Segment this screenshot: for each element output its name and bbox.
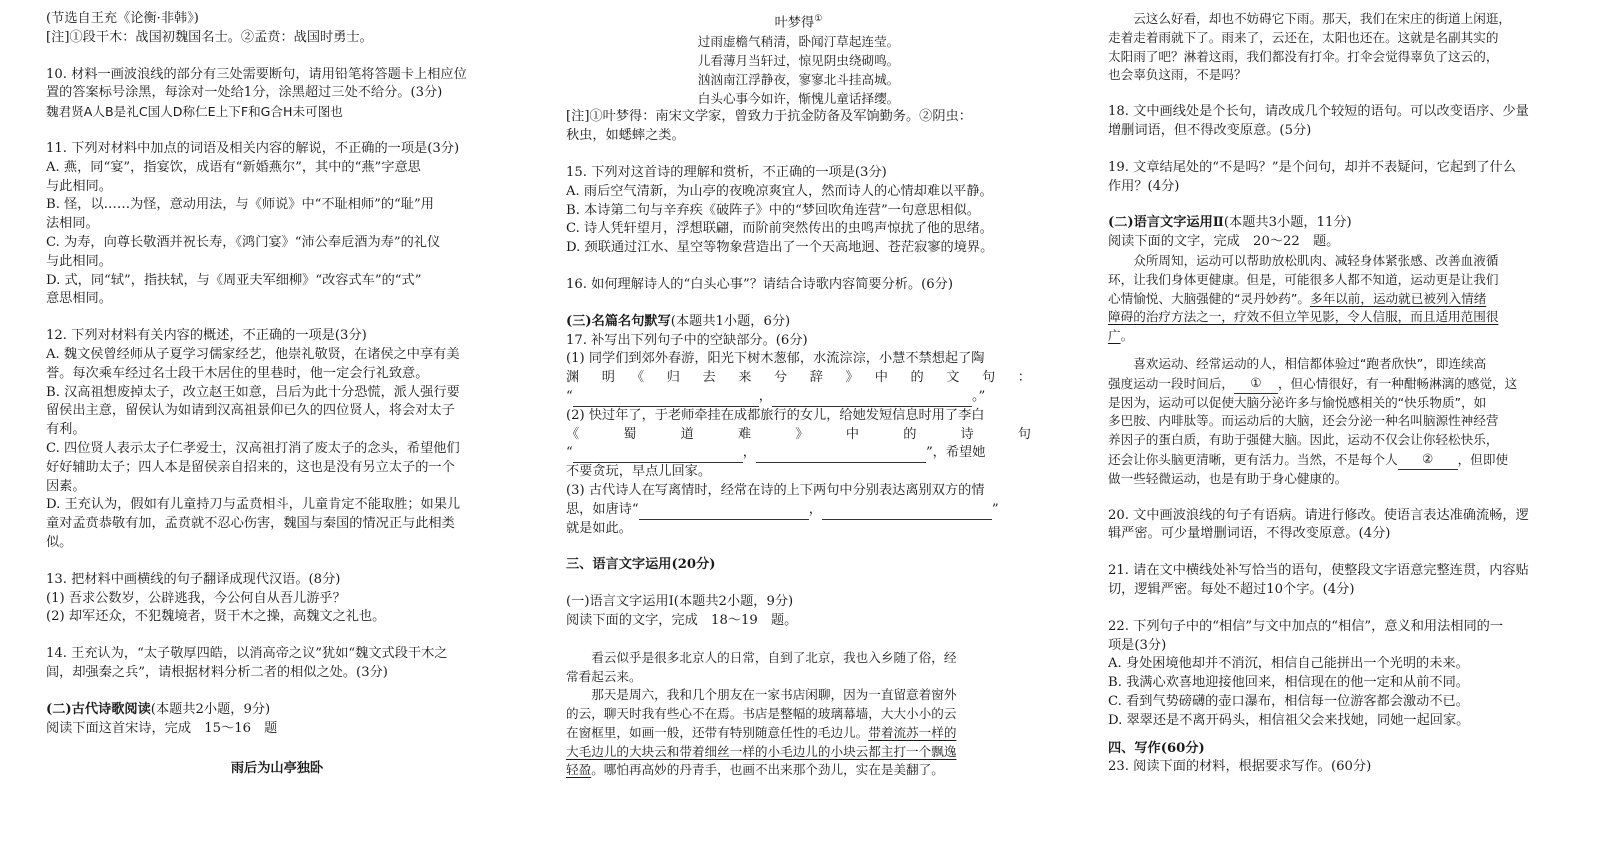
q12-option: B. 汉高祖想废掉太子，改立赵王如意，吕后为此十分恐慌，派人强行要 (46, 384, 460, 400)
poem-line: 儿看薄月当轩过，惊见阴虫绕砌鸣。 (697, 52, 900, 68)
underlined-sentence: 障碍的治疗方法之一，疗效不但立竿见影，令人信服，而且适用范围很 (1108, 309, 1499, 325)
q11-option: A. 燕，同“宴”，指宴饮，成语有“新婚燕尔”，其中的“燕”字意思 (46, 159, 421, 175)
passage-line: 心情愉悦、大脑强健的“灵丹妙药”。多年以前，运动就已被列入情绪 (1108, 290, 1487, 306)
passage-line: 走着走着雨就下了。雨来了，云还在，太阳也还在。这就是名副其实的 (1108, 29, 1499, 45)
section-title: (二)语言文字运用Ⅱ (1108, 215, 1224, 231)
q20-line: 辑严密。可少量增删词语，不得改变原意。(4分) (1108, 526, 1391, 542)
passage-line: 的云，聊天时我有些心不在焉。书店是整幅的玻璃幕墙，大大小小的云 (566, 706, 957, 722)
q20-line: 20. 文中画波浪线的句子有语病。请进行修改。使语言表达准确流畅，逻 (1108, 507, 1529, 523)
q17-line: 渊 明 《 归 去 来 兮 辞 》 中 的 文 句 ： (566, 370, 1031, 386)
answer-blank[interactable] (639, 505, 809, 520)
q15-stem: 15. 下列对这首诗的理解和赏析，不正确的一项是(3分) (566, 164, 887, 180)
passage-line: 常看起云来。 (566, 668, 642, 684)
answer-blank[interactable] (822, 505, 992, 520)
poem-note: [注]①叶梦得：南宋文学家，曾致力于抗金防备及军饷勤务。②阴虫： (566, 109, 972, 125)
passage-line: 还会让你头脑更清晰，更有活力。当然，不是每个人 ② ，但即使 (1108, 450, 1568, 470)
q11-option: 法相同。 (46, 216, 99, 232)
q22-option: B. 我满心欢喜地迎接他回来，相信现在的他一定和从前不同。 (1108, 675, 1469, 691)
q22-option: A. 身处困境他却并不消沉，相信自己能拼出一个光明的未来。 (1108, 656, 1469, 672)
answer-blank[interactable] (756, 448, 926, 463)
q14-line: 14. 王充认为，“太子敬厚四皓，以消高帝之议”犹如“魏文式段干木之 (46, 646, 448, 662)
passage-line: 太阳雨了吧？淋着这雨，我们都没有打伞。打伞会觉得辜负了这云的， (1108, 48, 1499, 64)
q17-fill-line: “ ， ”，希望她 (566, 444, 1031, 463)
passage-line: 多巴胺、内啡肽等。而运动后的大脑，还会分泌一种名叫脑源性神经营 (1108, 413, 1499, 429)
section-instruction: 阅读下面这首宋诗，完成 15～16 题 (46, 720, 278, 736)
q21-line: 21. 请在文中横线处补写恰当的语句，使整段文字语意完整连贯，内容贴 (1108, 563, 1529, 579)
q17-fill-line: “ ， 。” (566, 388, 1031, 407)
column-middle (566, 10, 1031, 780)
passage-line: 做一些轻微运动，也是有助于身心健康的。 (1108, 470, 1348, 486)
q12-option: D. 王充认为，假如有儿童持刀与孟贲相斗，儿童肯定不能取胜；如果儿 (46, 497, 461, 513)
q22-option: D. 翠翠还是不离开码头，相信祖父会来找她，同她一起回家。 (1108, 712, 1470, 728)
section-meta: (本题共3小题，11分) (1223, 215, 1352, 231)
passage-line: 也会辜负这雨，不是吗？ (1108, 67, 1247, 83)
poem-title: 雨后为山亭独卧 (230, 761, 324, 777)
section-title: (三)名篇名句默写 (566, 313, 671, 329)
q14-line: 闾，却强秦之兵”，请根据材料分析二者的相似之处。(3分) (46, 664, 388, 680)
answer-blank[interactable] (772, 392, 972, 407)
q12-option: C. 四位贤人表示太子仁孝爱士，汉高祖打消了废太子的念头，希望他们 (46, 440, 460, 456)
q15-option: B. 本诗第二句与辛弃疾《破阵子》中的“梦回吹角连营”一句意思相似。 (566, 202, 980, 218)
q17-line: 就是如此。 (566, 520, 632, 536)
q10-line: 10. 材料一画波浪线的部分有三处需要断句，请用铅笔将答题卡上相应位 (46, 66, 467, 82)
q12-option: 似。 (46, 534, 73, 550)
q11-option: C. 为寿，向尊长敬酒并祝长寿，《鸿门宴》“沛公奉卮酒为寿”的礼仪 (46, 234, 441, 250)
poem-line: 过雨虚檐气稍清，卧闻汀草起连莹。 (697, 34, 900, 50)
q19-line: 19. 文章结尾处的“不是吗？”是个问句，却并不表疑问，它起到了什么 (1108, 159, 1516, 175)
q12-option: 誉。每次乘车经过名士段干木居住的里巷时，他一定会行礼致意。 (46, 365, 429, 381)
section-meta: (本题共2小题，9分) (150, 701, 271, 717)
q15-option: A. 雨后空气清新，为山亭的夜晚凉爽宜人，然而诗人的心情却难以平静。 (566, 183, 993, 199)
passage-line: 云这么好看，却也不妨碍它下雨。那天，我们在宋庄的街道上闲逛， (1133, 11, 1511, 26)
passage-line: 那天是周六，我和几个朋友在一家书店闲聊，因为一直留意着窗外 (591, 687, 957, 703)
q22-line: 项是(3分) (1108, 637, 1167, 653)
section-heading (566, 313, 1031, 332)
q21-line: 切，逻辑严密。每处不超过10个字。(4分) (1108, 581, 1355, 597)
part-heading: 四、写作(60分) (1108, 740, 1205, 756)
passage-line: 广。 (1108, 328, 1134, 344)
q10-line: 置的答案标号涂黑，每涂对一处给1分，涂黑超过三处不给分。(3分) (46, 85, 443, 101)
q12-option: A. 魏文侯曾经师从子夏学习儒家经艺，他崇礼敬贤，在诸侯之中享有美 (46, 346, 460, 362)
q11-stem: 11. 下列对材料中加点的词语及相关内容的解说，不正确的一项是(3分) (46, 140, 460, 156)
q18-line: 增删词语，但不得改变原意。(5分) (1108, 122, 1312, 138)
answer-blank[interactable]: ① (1234, 374, 1278, 394)
q18-line: 18. 文中画线处是个长句，请改成几个较短的语句。可以改变语序、少量 (1108, 104, 1529, 120)
q11-option: 意思相同。 (46, 291, 112, 307)
q17-line: 不要贪玩，早点儿回家。 (566, 464, 712, 480)
passage-line: 强度运动一段时间后， ① ，但心情很好，有一种酣畅淋漓的感觉，这 (1108, 374, 1568, 394)
q13-stem: 13. 把材料中画横线的句子翻译成现代汉语。(8分) (46, 571, 341, 587)
q15-option: D. 颈联通过江水、星空等物象营造出了一个天高地迥、苍茫寂寥的境界。 (566, 240, 994, 256)
answer-blank[interactable]: ② (1398, 450, 1458, 470)
section-heading (46, 701, 508, 720)
q13-sentence: (1) 吾求公数岁，公辟逃我，今公何自从吾儿游乎？ (46, 590, 346, 606)
underlined-sentence: 大毛边儿的大块云和带着细丝一样的小毛边儿的小块云都主打一个飘逸 (566, 743, 957, 759)
q12-option: 童对孟贲恭敬有加，孟贲就不忍心伤害，魏国与秦国的情况正与此相类 (46, 516, 455, 532)
passage-line: 是因为，运动可以促使大脑分泌许多与愉悦感相关的“快乐物质”，如 (1108, 394, 1487, 410)
column-right (1108, 10, 1568, 777)
q22-line: 22. 下列句子中的“相信”与文中加点的“相信”，意义和用法相同的一 (1108, 618, 1504, 634)
q17-line: (3) 古代诗人在写离情时，经常在诗的上下两句中分别表达离别双方的情 (566, 482, 985, 498)
underlined-sentence: 多年以前，运动就已被列入情绪 (1309, 290, 1487, 306)
q13-sentence: (2) 却军还众，不犯魏境者，贤干木之操，高魏文之礼也。 (46, 609, 386, 625)
q17-fill-line: 思，如唐诗“ ， ” (566, 501, 1031, 520)
passage-line: 喜欢运动、经常运动的人，相信都体验过“跑者欣快”，即连续高 (1133, 355, 1487, 371)
poem-line: 白头心事今如许，惭愧儿童话择缨。 (697, 90, 900, 106)
q22-option: C. 看到气势磅礴的壶口瀑布，相信每一位游客都会激动不已。 (1108, 693, 1469, 709)
q16-stem: 16. 如何理解诗人的“白头心事”？请结合诗歌内容简要分析。(6分) (566, 276, 954, 292)
annotation-note: [注]①段干木：战国初魏国名士。②孟贲：战国时勇士。 (46, 29, 373, 45)
q11-option: 与此相同。 (46, 253, 112, 269)
passage-line: 看云似乎是很多北京人的日常，自到了北京，我也入乡随了俗，经 (591, 649, 957, 665)
passage-line: 环，让我们身体更健康。但是，可能很多人都不知道，运动更是让我们 (1108, 271, 1499, 287)
q17-line: (2) 快过年了，于老师牵挂在成都旅行的女儿，给她发短信息时用了李白 (566, 407, 985, 423)
section-title: (二)古代诗歌阅读 (46, 701, 151, 717)
q15-option: C. 诗人凭轩望月，浮想联翩，而阶前突然传出的虫鸣声惊扰了他的思绪。 (566, 221, 993, 237)
underlined-sentence: 带着流苏一样的 (868, 724, 957, 740)
q12-option: 有利。 (46, 422, 86, 438)
subsection-title: (一)语言文字运用Ⅰ(本题共2小题，9分) (566, 594, 794, 610)
q12-option: 留侯出主意，留侯认为如请到汉高祖景仰已久的四位贤人，将会对太子 (46, 403, 455, 419)
q17-line: 《 蜀 道 难 》 中 的 诗 句 (566, 426, 1031, 442)
passage-line: 在窗框里，如画一般，还带有特别随意任性的毛边儿。带着流苏一样的 (566, 724, 957, 740)
q23-line: 23. 阅读下面的材料，根据要求写作。(60分) (1108, 759, 1372, 775)
q11-option: D. 式，同“轼”，指扶轼，与《周亚夫军细柳》“改容式车”的“式” (46, 272, 422, 288)
q12-option: 好好辅助太子；四人本是留侯亲自招来的，这也是没有另立太子的一个 (46, 459, 455, 475)
column-left (46, 10, 508, 779)
subsection-instruction: 阅读下面的文字，完成 18～19 题。 (566, 612, 798, 628)
q19-line: 作用？(4分) (1108, 178, 1180, 194)
q12-option: 因素。 (46, 478, 86, 494)
q17-stem: 17. 补写出下列句子中的空缺部分。(6分) (566, 332, 808, 348)
q12-stem: 12. 下列对材料有关内容的概述，不正确的一项是(3分) (46, 328, 367, 344)
passage-line: 养因子的蛋白质，有助于强健大脑。因此，运动不仅会让你轻松快乐， (1108, 432, 1499, 448)
part-heading: 三、语言文字运用(20分) (566, 557, 716, 573)
section-heading (1108, 214, 1568, 233)
q11-option: 与此相同。 (46, 178, 112, 194)
source-line: (节选自王充《论衡·非韩》) (46, 11, 199, 26)
section-instruction: 阅读下面的文字，完成 20～22 题。 (1108, 234, 1340, 250)
answer-blank[interactable] (573, 392, 759, 407)
passage-line: 众所周知，运动可以帮助放松肌肉、减轻身体紧张感、改善血液循 (1133, 252, 1499, 268)
q11-option: B. 怪，以……为怪，意动用法，与《师说》中“不耻相师”的“耻”用 (46, 197, 434, 213)
poem-note: 秋虫，如蟋蟀之类。 (566, 128, 685, 144)
q17-line: (1) 同学们到郊外春游，阳光下树木葱郁，水流淙淙，小慧不禁想起了陶 (566, 351, 985, 367)
poem-author: 叶梦得① (774, 14, 823, 31)
passage-line: 轻盈。哪怕再高妙的丹青手，也画不出来那个劲儿，实在是美翻了。 (566, 762, 944, 778)
section-meta: (本题共1小题，6分) (670, 313, 791, 329)
poem-line: 汹汹南江浮静夜，寥寥北斗挂高城。 (697, 71, 900, 87)
q10-options: 魏君贤A人B是礼C国人D称仁E上下F和G合H未可图也 (46, 104, 343, 120)
answer-blank[interactable] (573, 448, 743, 463)
